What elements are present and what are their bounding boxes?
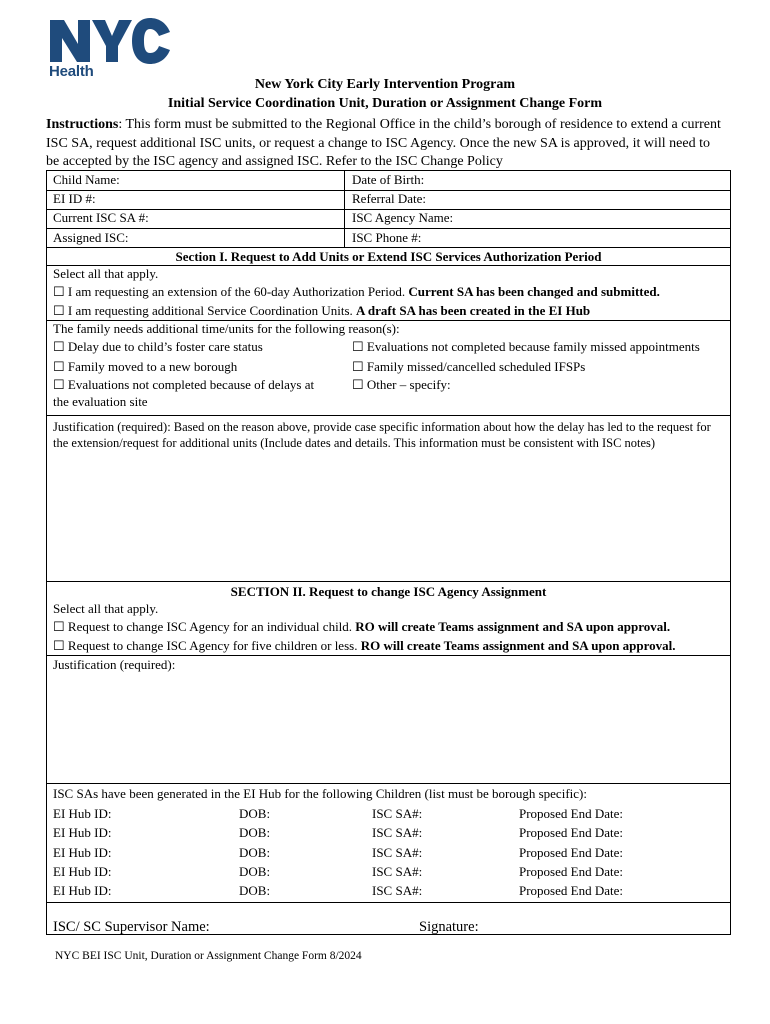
child-row-3-dob[interactable]: DOB: <box>239 845 271 860</box>
reason-eval-delays-checkbox[interactable]: ☐ Evaluations not completed because of delays at <box>53 377 315 392</box>
form-subtitle: Initial Service Coordination Unit, Duration or Assignment Change Form <box>167 96 603 111</box>
section2-select-label: Select all that apply. <box>53 601 159 616</box>
child-row-5-hub-id[interactable]: EI Hub ID: <box>53 883 112 898</box>
five-children-checkbox[interactable] <box>53 638 676 654</box>
extension-label: ☐ I am requesting an extension of the 60-day Authorization Period. <box>53 284 409 299</box>
child-row-5-isc-sa[interactable]: ISC SA#: <box>372 883 423 898</box>
child-row-4-dob[interactable]: DOB: <box>239 864 271 879</box>
child-row-2-hub-id[interactable]: EI Hub ID: <box>53 825 112 840</box>
footer-note: NYC BEI ISC Unit, Duration or Assignment Change Form 8/2024 <box>55 950 362 962</box>
agency-name-field[interactable]: ISC Agency Name: <box>352 210 454 225</box>
current-sa-field[interactable]: Current ISC SA #: <box>53 210 149 225</box>
child-row-4-isc-sa[interactable]: ISC SA#: <box>372 864 423 879</box>
child-row-2-end-date[interactable]: Proposed End Date: <box>519 825 623 840</box>
individual-child-label: ☐ Request to change ISC Agency for an individual child. <box>53 619 356 634</box>
child-row-1-isc-sa[interactable]: ISC SA#: <box>372 806 423 821</box>
section1-header: Section I. Request to Add Units or Extend ISC Services Authorization Period <box>175 249 602 264</box>
instructions-text: : This form must be submitted to the Regional Office in the child’s borough of residence to extend a current ISC SA, request additional ISC units, or request a change to ISC Agency. Once the new SA is approved, it will need to be accepted by the ISC agency and assigned ISC. Refer to the ISC Change Policy <box>46 117 721 169</box>
form-title: New York City Early Intervention Program <box>254 77 516 92</box>
child-row-1-hub-id[interactable]: EI Hub ID: <box>53 806 112 821</box>
ei-id-field[interactable]: EI ID #: <box>53 191 96 206</box>
child-row-2-dob[interactable]: DOB: <box>239 825 271 840</box>
five-children-label: ☐ Request to change ISC Agency for five children or less. <box>53 638 361 653</box>
section1-justification[interactable]: Justification (required): Based on the reason above, provide case specific information about how the delay has led to the request for the extension/request for additional units (Include dates and details. This information must be consistent with ISC notes) <box>53 420 711 450</box>
individual-child-note: RO will create Teams assignment and SA upon approval. <box>355 619 671 634</box>
child-name-field[interactable]: Child Name: <box>53 172 120 187</box>
child-row-2-isc-sa[interactable]: ISC SA#: <box>372 825 423 840</box>
child-row-4-end-date[interactable]: Proposed End Date: <box>519 864 623 879</box>
child-row-1-end-date[interactable]: Proposed End Date: <box>519 806 623 821</box>
logo-health-text: Health <box>49 63 94 80</box>
reason-moved-checkbox[interactable]: ☐ Family moved to a new borough <box>53 359 238 374</box>
reason-missed-ifsps-checkbox[interactable]: ☐ Family missed/cancelled scheduled IFSPs <box>352 359 586 374</box>
additional-units-label: ☐ I am requesting additional Service Coordination Units. <box>53 303 357 318</box>
reason-missed-appointments-checkbox[interactable]: ☐ Evaluations not completed because family missed appointments <box>352 339 700 354</box>
isc-phone-field[interactable]: ISC Phone #: <box>352 230 422 245</box>
assigned-isc-field[interactable]: Assigned ISC: <box>53 230 129 245</box>
reason-eval-delays-cont: the evaluation site <box>53 394 148 409</box>
extension-note: Current SA has been changed and submitted. <box>408 284 660 299</box>
reasons-label: The family needs additional time/units for the following reason(s): <box>53 321 400 336</box>
individual-child-checkbox[interactable] <box>53 619 670 635</box>
child-row-5-dob[interactable]: DOB: <box>239 883 271 898</box>
supervisor-name-field[interactable]: ISC/ SC Supervisor Name: <box>53 919 210 935</box>
signature-field[interactable]: Signature: <box>419 919 479 935</box>
section2-justification[interactable]: Justification (required): <box>53 657 176 672</box>
child-row-5-end-date[interactable]: Proposed End Date: <box>519 883 623 898</box>
child-row-3-end-date[interactable]: Proposed End Date: <box>519 845 623 860</box>
additional-units-note: A draft SA has been created in the EI Hub <box>356 303 591 318</box>
referral-date-field[interactable]: Referral Date: <box>352 191 426 206</box>
reason-other-checkbox[interactable]: ☐ Other – specify: <box>352 377 451 392</box>
dob-field[interactable]: Date of Birth: <box>352 172 425 187</box>
child-row-3-isc-sa[interactable]: ISC SA#: <box>372 845 423 860</box>
child-row-3-hub-id[interactable]: EI Hub ID: <box>53 845 112 860</box>
section1-select-label: Select all that apply. <box>53 266 159 281</box>
instructions <box>46 116 726 172</box>
reason-foster-care-checkbox[interactable]: ☐ Delay due to child’s foster care status <box>53 339 263 354</box>
extension-checkbox[interactable] <box>53 284 660 300</box>
child-row-1-dob[interactable]: DOB: <box>239 806 271 821</box>
form-table <box>46 170 731 935</box>
five-children-note: RO will create Teams assignment and SA upon approval. <box>360 638 676 653</box>
instructions-label: Instructions <box>46 117 119 132</box>
child-row-4-hub-id[interactable]: EI Hub ID: <box>53 864 112 879</box>
additional-units-checkbox[interactable] <box>53 303 590 319</box>
children-intro: ISC SAs have been generated in the EI Hub for the following Children (list must be borough specific): <box>53 786 587 801</box>
section2-header: SECTION II. Request to change ISC Agency Assignment <box>230 584 547 599</box>
